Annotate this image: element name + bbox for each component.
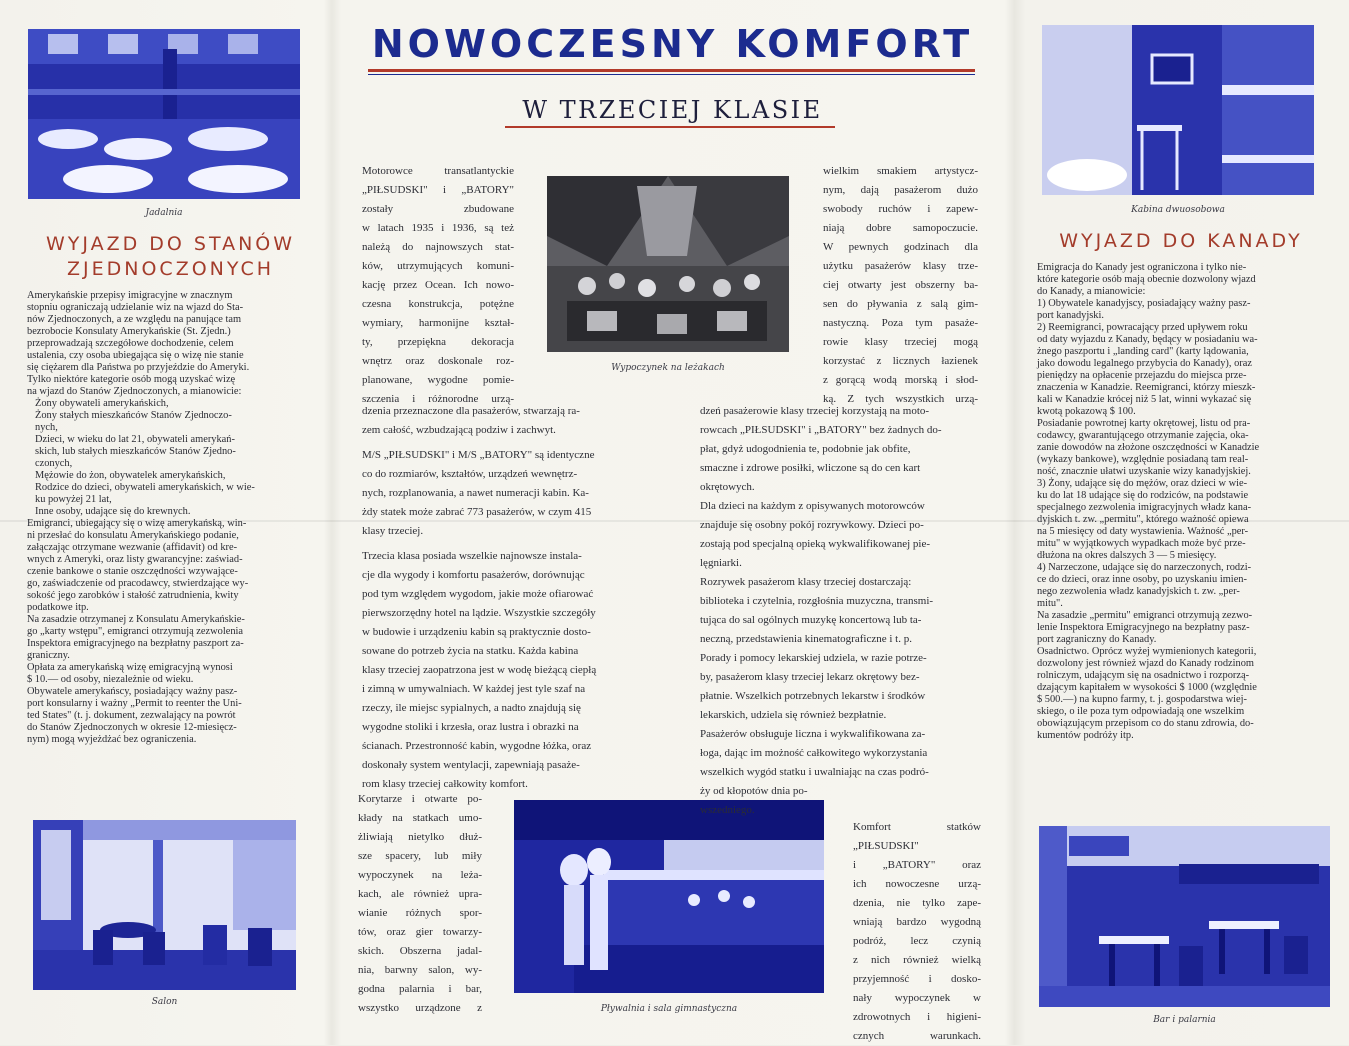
canada-text-line: ność, znacznie ułatwi uzyskanie wizy kanadyjskiej. (1037, 466, 1251, 477)
center-text-line: tująca do sal ogólnych muzykę koncertową lub ta- (700, 614, 922, 626)
center-text-line: ką. Z tych wszystkich urzą- (823, 393, 978, 405)
canada-text-line: znaczenia w Kanadzie. Reemigranci, którzy mieszk- (1037, 382, 1256, 393)
center-text-line: dzeń pasażerowie klasy trzeciej korzystają na moto- (700, 405, 930, 417)
center-text-line: pod tym względem wygodom, jakie może ofiarować (362, 588, 594, 600)
center-text-line: tów, oraz gier towarzy- (358, 926, 482, 938)
center-text-line: nym, dają pasażerom dużo (823, 184, 978, 196)
canada-text-line: codawcy, gwarantującego otrzymanie zajęcia, oka- (1037, 430, 1249, 441)
canada-text-line: Posiadanie powrotnej karty okrętowej, listu od pra- (1037, 418, 1251, 429)
title-underline (368, 69, 975, 72)
center-text-line: z gorącą wodą morską i słod- (823, 374, 978, 386)
center-text-line: kację przez Ocean. Ich nowo- (362, 279, 514, 291)
usa-text-line: Mężowie do żon, obywatelek amerykańskich, (35, 470, 226, 481)
center-text-line: Dla dzieci na każdym z opisywanych motorowców (700, 500, 925, 512)
usa-text-line: czonych, (35, 458, 73, 469)
center-text-line: dzenia, nie tylko zape- (853, 897, 981, 909)
center-text-line: „PIŁSUDSKI" i „BATORY" (362, 184, 514, 196)
sub-title: W TRZECIEJ KLASIE (522, 96, 823, 124)
center-text-line: lęgniarki. (700, 557, 742, 569)
center-text-line: nych, rozplanowania, a nawet numeracji kabin. Ka- (362, 487, 589, 499)
center-text-line: okrętowych. (700, 481, 755, 493)
center-col1-top (362, 162, 514, 409)
usa-text-line: $ 10.— od osoby, niezależnie od wieku. (27, 674, 194, 685)
usa-text-line: ni przesłać do konsulatu Amerykańskiego podanie, (27, 530, 239, 541)
center-text-line: sze spacery, lub miły (358, 850, 482, 862)
center-text-line: dzenia przeznaczone dla pasażerów, stwarzają ra- (362, 405, 580, 417)
center-text-line: i zimną w umywalniach. W każdej jest tyle szaf na (362, 683, 586, 695)
center-text-line: zem całość, wzbudzającą podziw i zachwyt. (362, 424, 556, 436)
usa-text-line: stopniu ograniczają udzielanie wiz na wjazd do Sta- (27, 302, 244, 313)
center-col2-main (700, 402, 978, 820)
heading-usa (28, 232, 313, 282)
usa-text-line: nych, (35, 422, 58, 433)
center-text-line: użytku pasażerów klasy trze- (823, 260, 978, 272)
photo-plywalnia (514, 800, 824, 993)
center-text-line: Motorowce transatlantyckie (362, 165, 514, 177)
center-text-line: wnętrz oraz doskonale roz- (362, 355, 514, 367)
usa-text-line: Na zasadzie otrzymanej z Konsulatu Amerykańskie- (27, 614, 245, 625)
heading-usa-line2: ZJEDNOCZONYCH (67, 258, 274, 280)
center-text-line: Komfort statków (853, 821, 981, 833)
center-text-line: ciej otwarty jest obszerny ba- (823, 279, 978, 291)
center-text-line: skich. Obszerna jadal- (358, 945, 482, 957)
canada-text-line: (wykazy bankowe), względnie posiadaną tam real- (1037, 454, 1249, 465)
center-text-line: Korytarze i otwarte po- (358, 793, 482, 805)
canada-text-line: kwotą pokazową $ 100. (1037, 406, 1136, 417)
canada-text-line: kali w Kanadzie krócej niż 5 lat, winni wykazać się (1037, 394, 1252, 405)
heading-canada: WYJAZD DO KANADY (1059, 230, 1303, 252)
center-text-line: wianie różnych spor- (358, 907, 482, 919)
center-text-line: ży od kłopotów dnia po- (700, 785, 808, 797)
canada-text-line: port zagraniczny do Kanady. (1037, 634, 1157, 645)
center-text-line: znajduje się osobny pokój rozrywkowy. Dzieci po- (700, 519, 924, 531)
photo-kabina (1042, 25, 1314, 195)
center-text-line: cznych warunkach. (853, 1030, 981, 1042)
center-text-line: żliwiają nietylko dłuż- (358, 831, 482, 843)
center-text-line: w budowie i urządzeniu kabin są praktycznie dosto- (362, 626, 591, 638)
center-text-line: nały wypoczynek w (853, 992, 981, 1004)
usa-text-line: przeprowadzają szczegółowe dochodzenie, celem (27, 338, 234, 349)
usa-text-line: nym) mogą wyjeżdżać bez ograniczenia. (27, 734, 197, 745)
usa-text-line: skich, lub stałych mieszkańców Stanów Zjedno- (35, 446, 236, 457)
canada-text-line: nego zezwolenia władz kanadyjskich t. zw. „per- (1037, 586, 1240, 597)
center-text-line: smaczne i zdrowe posiłki, wliczone są do cen kart (700, 462, 921, 474)
center-col2-top (823, 162, 978, 409)
center-text-line: wszelkich wygód statku i uwalniając na czas podró- (700, 766, 929, 778)
center-text-line: zostają pod specjalną opieką wykwalifikowanej pie- (700, 538, 931, 550)
center-text-line: podróż, lecz czynią (853, 935, 981, 947)
center-col2-bottom (853, 818, 981, 1046)
usa-text-line: port konsularny i ważny „Permit to reenter the Uni- (27, 698, 242, 709)
caption-jadalnia: Jadalnia (145, 208, 183, 218)
center-text-line: lekarskich, udziela się również bezpłatnie. (700, 709, 887, 721)
center-text-line: klasy trzeciej zaopatrzona jest w wodę bieżącą ciepłą (362, 664, 597, 676)
canada-text-line: na 5 miesięcy od daty wystawienia. Ważność „per- (1037, 526, 1249, 537)
usa-text-line: Amerykańskie przepisy imigracyjne w znacznym (27, 290, 233, 301)
center-text-line: płat, gdyż udogodnienia te, podobnie jak obfite, (700, 443, 911, 455)
center-text-line: kłady na statkach umo- (358, 812, 482, 824)
center-text-line: z nich również wielką (853, 954, 981, 966)
center-text-line: swobody ruchów i zapew- (823, 203, 978, 215)
usa-text-line: się ciężarem dla Państwa po przyjeździe do Ameryki. (27, 362, 250, 373)
canada-text-line: 2) Reemigranci, powracający przed upływem roku (1037, 322, 1248, 333)
canada-text-line: ku do lat 18 udające się do rodziców, na podstawie (1037, 490, 1249, 501)
canada-text-line: żnego paszportu i „landing card" (karty lądowania, (1037, 346, 1249, 357)
usa-text-line: do Stanów Zjednoczonych w okresie 12-miesięcz- (27, 722, 237, 733)
canada-text-line: zanie dowodów na złożone oszczędności w Kanadzie (1037, 442, 1260, 453)
center-text-line: wypoczynek na leża- (358, 869, 482, 881)
canada-text-line: 3) Żony, udające się do mężów, oraz dzieci w wie- (1037, 478, 1248, 489)
caption-kabina: Kabina dwuosobowa (1131, 205, 1225, 215)
center-text-line: wszystko urządzone z (358, 1002, 482, 1014)
center-text-line: neczną, przedstawienia kinematograficzne i t. p. (700, 633, 912, 645)
center-text-line: nia, barwny salon, wy- (358, 964, 482, 976)
usa-text-line: ted States" (t. j. dokument, zezwalający na powrót (27, 710, 236, 721)
center-text-line: płatnie. Wszelkich potrzebnych lekarstw i środków (700, 690, 926, 702)
canada-text-line: pieniędzy na opłacenie przejazdu do miejsca prze- (1037, 370, 1247, 381)
title-underline-thin (368, 74, 975, 75)
usa-text-line: Inne osoby, udające się do krewnych. (35, 506, 191, 517)
usa-text-line: Rodzice do dzieci, obywateli amerykańskich, w wie- (35, 482, 255, 493)
center-text-line: sowane do potrzeb życia na statku. Każda kabina (362, 645, 579, 657)
usa-text-line: graniczny. (27, 650, 70, 661)
usa-text-line: podatkowe itp. (27, 602, 89, 613)
usa-text-line: ustalenia, czy osoba ubiegająca się o wizę nie stanie (27, 350, 244, 361)
canada-text-line: które kategorie osób mają obecnie dozwolony wjazd (1037, 274, 1256, 285)
center-text-line: sen do pływania z salą gim- (823, 298, 978, 310)
usa-text-line: go „karty wstępu", emigranci otrzymują zezwolenia (27, 626, 244, 637)
center-text-line: M/S „PIŁSUDSKI" i M/S „BATORY" są identyczne (362, 449, 595, 461)
center-text-line: „PIŁSUDSKI" (853, 840, 919, 852)
canada-text-line: mitu" w wyjątkowych wypadkach może być prze- (1037, 538, 1246, 549)
canada-text-line: rolniczym, udającym się na osadnictwo i rozporzą- (1037, 670, 1250, 681)
main-title: NOWOCZESNY KOMFORT (371, 22, 974, 66)
canada-text-line: dozwolony jest również wjazd do Kanady rodzinom (1037, 658, 1254, 669)
canada-text-line: dzającym kapitałem w wysokości $ 1000 (względnie (1037, 682, 1257, 693)
center-text-line: godna palarnia i bar, (358, 983, 482, 995)
usa-text-block (27, 290, 303, 746)
center-text-line: rowie klasy trzeciej mogą (823, 336, 978, 348)
center-text-line: doskonały system wentylacji, zapewniają pasaże- (362, 759, 580, 771)
canada-text-line: obowiązującym przepisom co do stanu zdrowia, do- (1037, 718, 1254, 729)
usa-text-line: Opłata za amerykańską wizę emigracyjną wynosi (27, 662, 233, 673)
center-text-line: zdrowotnych i higieni- (853, 1011, 981, 1023)
caption-bar: Bar i palarnia (1153, 1015, 1216, 1025)
canada-text-line: Osadnictwo. Oprócz wyżej wymienionych kategorii, (1037, 646, 1257, 657)
center-col1-main (362, 402, 637, 794)
photo-bar (1039, 826, 1330, 1007)
center-text-line: Rozrywek pasażerom klasy trzeciej dostarczają: (700, 576, 912, 588)
usa-text-line: Obywatele amerykańscy, posiadający ważny pasz- (27, 686, 238, 697)
usa-text-line: Inspektora emigracyjnego na bezpłatny paszport za- (27, 638, 244, 649)
usa-text-line: załączając otrzymane wezwanie (affidavit) od kre- (27, 542, 238, 553)
center-text-line: ty, przepiękna dekoracja (362, 336, 514, 348)
canada-text-line: mitu". (1037, 598, 1063, 609)
center-text-line: cje dla wygody i komfortu pasażerów, dorównując (362, 569, 585, 581)
center-text-line: W pewnych godzinach dla (823, 241, 978, 253)
canada-text-line: kumentów podróży itp. (1037, 730, 1134, 741)
center-col1-bottom (358, 790, 482, 1018)
caption-salon: Salon (151, 997, 178, 1007)
heading-usa-line1: WYJAZD DO STANÓW (45, 233, 296, 255)
center-text-line: pierwszorzędny hotel na lądzie. Wszystkie szczegóły (362, 607, 596, 619)
canada-text-line: ce do dzieci, oraz inne osoby, po uzyskaniu imien- (1037, 574, 1247, 585)
center-text-line: czesna konstrukcja, potężne (362, 298, 514, 310)
canada-text-line: port kanadyjski. (1037, 310, 1104, 321)
center-text-line: planowane, wygodne pomie- (362, 374, 514, 386)
usa-text-line: Dzieci, w wieku do lat 21, obywateli amerykań- (35, 434, 235, 445)
center-text-line: ków, utrzymujących komuni- (362, 260, 514, 272)
usa-text-line: go, zaświadczenie od pracodawcy, stwierdzające wy- (27, 578, 249, 589)
canada-text-line: jako dowodu legalnego przybycia do Kanady), oraz (1037, 358, 1252, 369)
center-text-line: nastyczną. Poza tym pasaże- (823, 317, 978, 329)
usa-text-line: ku powyżej 21 lat, (35, 494, 112, 505)
usa-text-line: sokość jego zarobków i stałość zatrudnienia, kwity (27, 590, 239, 601)
center-text-line: rowcach „PIŁSUDSKI" i „BATORY" bez żadnych do- (700, 424, 942, 436)
center-text-line: Porady i pomocy lekarskiej udziela, w razie potrze- (700, 652, 927, 664)
usa-text-line: Tylko niektóre kategorie osób mogą uzyskać wizę (27, 374, 236, 385)
photo-wypoczynek (547, 176, 789, 352)
center-text-line: wielkim smakiem artystycz- (823, 165, 978, 177)
usa-text-line: nów Zjednoczonych, a ze względu na panujące tam (27, 314, 242, 325)
usa-text-line: Żony stałych mieszkańców Stanów Zjednoczo- (35, 410, 232, 421)
canada-text-line: dyjskich t. zw. „permitu", którego ważność opiewa (1037, 514, 1249, 525)
canada-text-line: 1) Obywatele kanadyjscy, posiadający ważny pasz- (1037, 298, 1251, 309)
center-text-line: żdy statek może zabrać 773 pasażerów, w czym 415 (362, 506, 592, 518)
center-text-line: biblioteka i czytelnia, rozgłośnia muzyczna, transmi- (700, 595, 934, 607)
center-text-line: zostały zbudowane (362, 203, 514, 215)
center-text-line: niają dobre samopoczucie. (823, 222, 978, 234)
center-text-line: Pasażerów obsługuje liczna i wykwalifikowana za- (700, 728, 926, 740)
subtitle-underline (505, 126, 835, 128)
center-text-line: łoga, dając im możność całkowitego wykorzystania (700, 747, 928, 759)
center-text-line: klasy trzeciej. (362, 525, 424, 537)
center-text-line: wygodne stoliki i krzesła, oraz lustra i obrazki na (362, 721, 579, 733)
canada-text-line: 4) Narzeczone, udające się do narzeczonych, rodzi- (1037, 562, 1252, 573)
center-text-line: szczenia i różnorodne urzą- (362, 393, 514, 405)
usa-text-line: na wjazd do Stanów Zjednoczonych, a mianowicie: (27, 386, 242, 397)
canada-text-block (1037, 262, 1320, 742)
center-text-line: Trzecia klasa posiada wszelkie najnowsze instala- (362, 550, 582, 562)
photo-jadalnia (28, 29, 300, 199)
canada-text-line: Na zasadzie „permitu" emigranci otrzymują zezwo- (1037, 610, 1253, 621)
usa-text-line: bezrobocie Konsulaty Amerykańskie (St. Zjedn.) (27, 326, 231, 337)
canada-text-line: od daty wyjazdu z Kanady, będący w posiadaniu wa- (1037, 334, 1258, 345)
center-text-line: wniają bardzo wygodną (853, 916, 981, 928)
center-text-line: rom klasy trzeciej całkowity komfort. (362, 778, 528, 790)
caption-plywalnia: Pływalnia i sala gimnastyczna (600, 1004, 738, 1014)
center-text-line: rzeczy, ile miejsc sypialnych, a nadto znajdują się (362, 702, 581, 714)
center-text-line: kach, ale również upra- (358, 888, 482, 900)
caption-wypoczynek: Wypoczynek na leżakach (611, 363, 725, 373)
canada-text-line: skiego, o ile poza tym odpowiadają one wszelkim (1037, 706, 1245, 717)
usa-text-line: wnych z Ameryki, oraz listy gwarancyjne: zaświad- (27, 554, 243, 565)
center-text-line: ścianach. Przestronność kabin, wygodne łóżka, oraz (362, 740, 592, 752)
canada-text-line: Emigracja do Kanady jest ograniczona i tylko nie- (1037, 262, 1247, 273)
center-text-line: by, pasażerom klasy trzeciej lekarz okrętowy bez- (700, 671, 920, 683)
center-text-line: w latach 1935 i 1936, są też (362, 222, 514, 234)
usa-text-line: czenie bankowe o stanie oszczędności wzywające- (27, 566, 238, 577)
usa-text-line: Żony obywateli amerykańskich, (35, 398, 169, 409)
center-text-line: wszedniego. (700, 804, 755, 816)
canada-text-line: lenie Inspektora Emigracyjnego na bezpłatny pasz- (1037, 622, 1250, 633)
center-text-line: co do rozmiarów, kształtów, urządzeń wewnętrz- (362, 468, 578, 480)
canada-text-line: $ 500.—) na kupno farmy, t. j. gospodarstwa wiej- (1037, 694, 1247, 705)
center-text-line: przyjemność i dosko- (853, 973, 981, 985)
canada-text-line: do Kanady, a mianowicie: (1037, 286, 1146, 297)
canada-text-line: dłużona na okres dalszych 3 — 5 miesięcy. (1037, 550, 1217, 561)
canada-text-line: specjalnego zezwolenia imigracyjnych władz kana- (1037, 502, 1252, 513)
center-text-line: należą do najnowszych stat- (362, 241, 514, 253)
usa-text-line: Emigranci, ubiegający się o wizę amerykańską, win- (27, 518, 247, 529)
photo-salon (33, 820, 296, 990)
center-text-line: wymiary, harmonijne kształ- (362, 317, 514, 329)
center-text-line: korzystać z licznych łazienek (823, 355, 978, 367)
center-text-line: ich nowoczesne urzą- (853, 878, 981, 890)
center-text-line: i „BATORY" oraz (853, 859, 981, 871)
